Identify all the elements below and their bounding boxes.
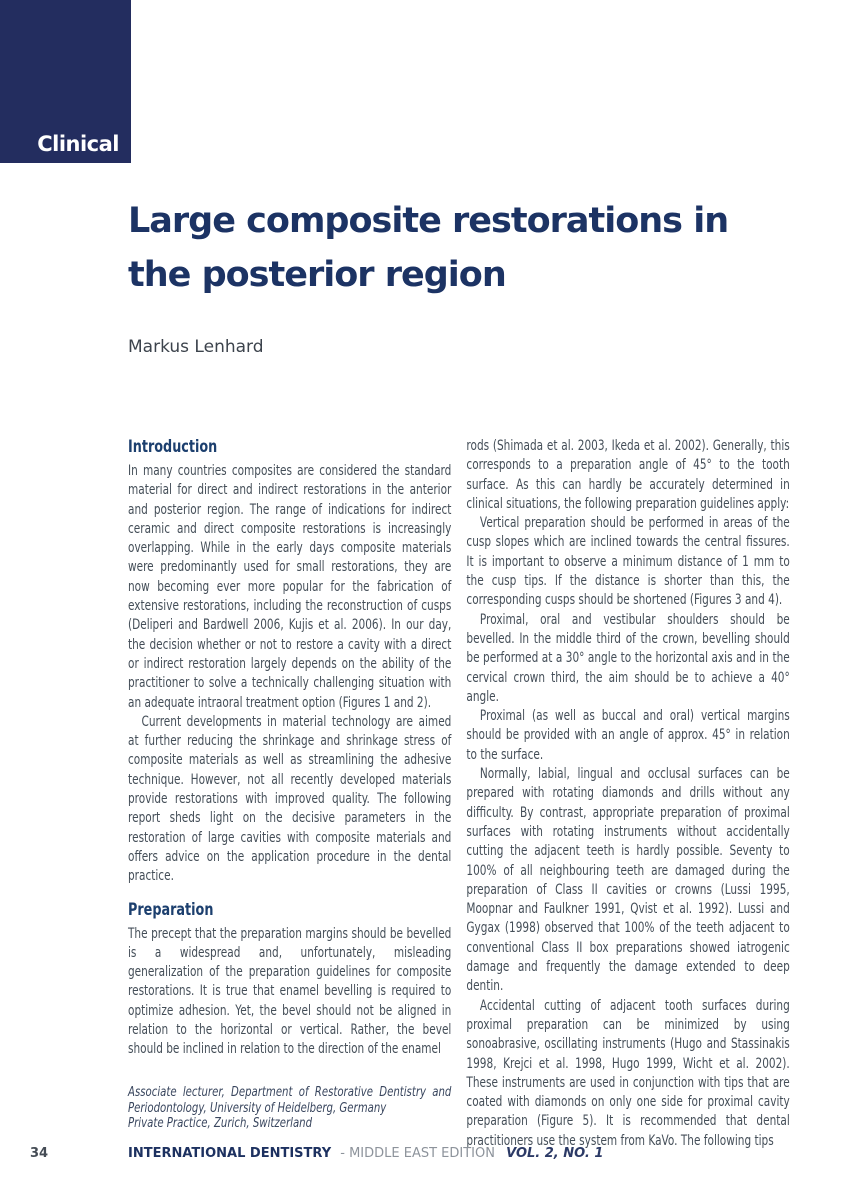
journal-volume: VOL. 2, NO. 1	[506, 1146, 604, 1161]
paragraph-right-3: Proximal, oral and vestibular shoulders should be bevelled. In the middle third of the crown, bevelling should be performed at a 30° angle to the horizontal axis and in the cervical crown third, the aim should be to achieve a 40° angle.	[466, 611, 790, 705]
author-affiliation	[128, 1085, 451, 1132]
right-column	[466, 437, 789, 1151]
author-name: Markus Lenhard	[128, 337, 264, 357]
paragraph-right-2: Vertical preparation should be performed in areas of the cusp slopes which are inclined towards the central fissures. It is important to observe a minimum distance of 1 mm to the cusp tips. If the distance is shorter than this, the corresponding cusps should be shortened (Figures 3 and 4).	[466, 515, 790, 609]
section-label: Clinical	[37, 132, 119, 156]
affiliation-line-2: Private Practice, Zurich, Switzerland	[128, 1115, 313, 1131]
paragraph-right-1: rods (Shimada et al. 2003, Ikeda et al. 2002). Generally, this corresponds to a preparation angle of 45° to the tooth surface. As this can hardly be accurately determined in clinical situations, the following preparation guidelines apply:	[466, 438, 790, 512]
paragraph-preparation-1: The precept that the preparation margins should be bevelled is a widespread and, unfortunately, misleading generalization of the preparation guidelines for composite restorations. It is true that enamel bevelling is required to optimize adhesion. Yet, the bevel should not be aligned in relation to the horizontal or vertical. Rather, the bevel should be inclined in relation to the direction of the enamel	[128, 925, 452, 1058]
heading-introduction: Introduction	[128, 437, 218, 457]
article-title-line-1: Large composite restorations in	[128, 201, 729, 241]
journal-name: INTERNATIONAL DENTISTRY	[128, 1146, 332, 1161]
paragraph-right-6: Accidental cutting of adjacent tooth surfaces during proximal preparation can be minimized by using sonoabrasive, oscillating instruments (Hugo and Stassinakis 1998, Krejci et al. 1998, Hugo 1999, Wicht et al. 2002). These instruments are used in conjunction with tips that are coated with diamonds on only one side for proximal cavity preparation (Figure 5). It is recommended that dental practitioners use the system from KaVo. The following tips	[466, 997, 790, 1149]
article-title	[128, 194, 728, 302]
journal-edition: - MIDDLE EAST EDITION	[340, 1146, 495, 1161]
paragraph-right-4: Proximal (as well as buccal and oral) vertical margins should be provided with an angle of approx. 45° in relation to the surface.	[466, 708, 790, 763]
section-banner	[0, 0, 131, 163]
affiliation-line-1: Associate lecturer, Department of Restorative Dentistry and Periodontology, University of Heidelberg, Germany	[128, 1084, 452, 1116]
article-title-line-2: the posterior region	[128, 255, 506, 295]
footer-journal-line	[128, 1146, 603, 1162]
paragraph-intro-2: Current developments in material technology are aimed at further reducing the shrinkage and shrinkage stress of composite materials as well as streamlining the adhesive technique. However, not all recently developed materials provide restorations with improved quality. The following report sheds light on the decisive parameters in the restoration of large cavities with composite materials and offers advice on the application procedure in the dental practice.	[128, 713, 452, 885]
article-body	[128, 437, 790, 1151]
left-column	[128, 437, 451, 1151]
heading-preparation: Preparation	[128, 899, 214, 920]
paragraph-right-5: Normally, labial, lingual and occlusal surfaces can be prepared with rotating diamonds and drills without any difficulty. By contrast, appropriate preparation of proximal surfaces with rotating instruments without accidentally cutting the adjacent teeth is hardly possible. Seventy to 100% of all neighbouring teeth are damaged during the preparation of Class II cavities or crowns (Lussi 1995, Moopnar and Faulkner 1991, Qvist et al. 1992). Lussi and Gygax (1998) observed that 100% of the teeth adjacent to conventional Class II box preparations showed iatrogenic damage and frequently the damage extended to deep dentin.	[466, 766, 790, 995]
page-number: 34	[30, 1146, 49, 1161]
paragraph-intro-1: In many countries composites are considered the standard material for direct and indirect restorations in the anterior and posterior region. The range of indications for indirect ceramic and direct composite restorations is increasingly overlapping. While in the early days composite materials were predominantly used for small restorations, they are now becoming ever more popular for the fabrication of extensive restorations, including the reconstruction of cusps (Deliperi and Bardwell 2006, Kujis et al. 2006). In our day, the decision whether or not to restore a cavity with a direct or indirect restoration largely depends on the ability of the practitioner to solve a technically challenging situation with an adequate intraoral treatment option (Figures 1 and 2).	[128, 463, 452, 711]
